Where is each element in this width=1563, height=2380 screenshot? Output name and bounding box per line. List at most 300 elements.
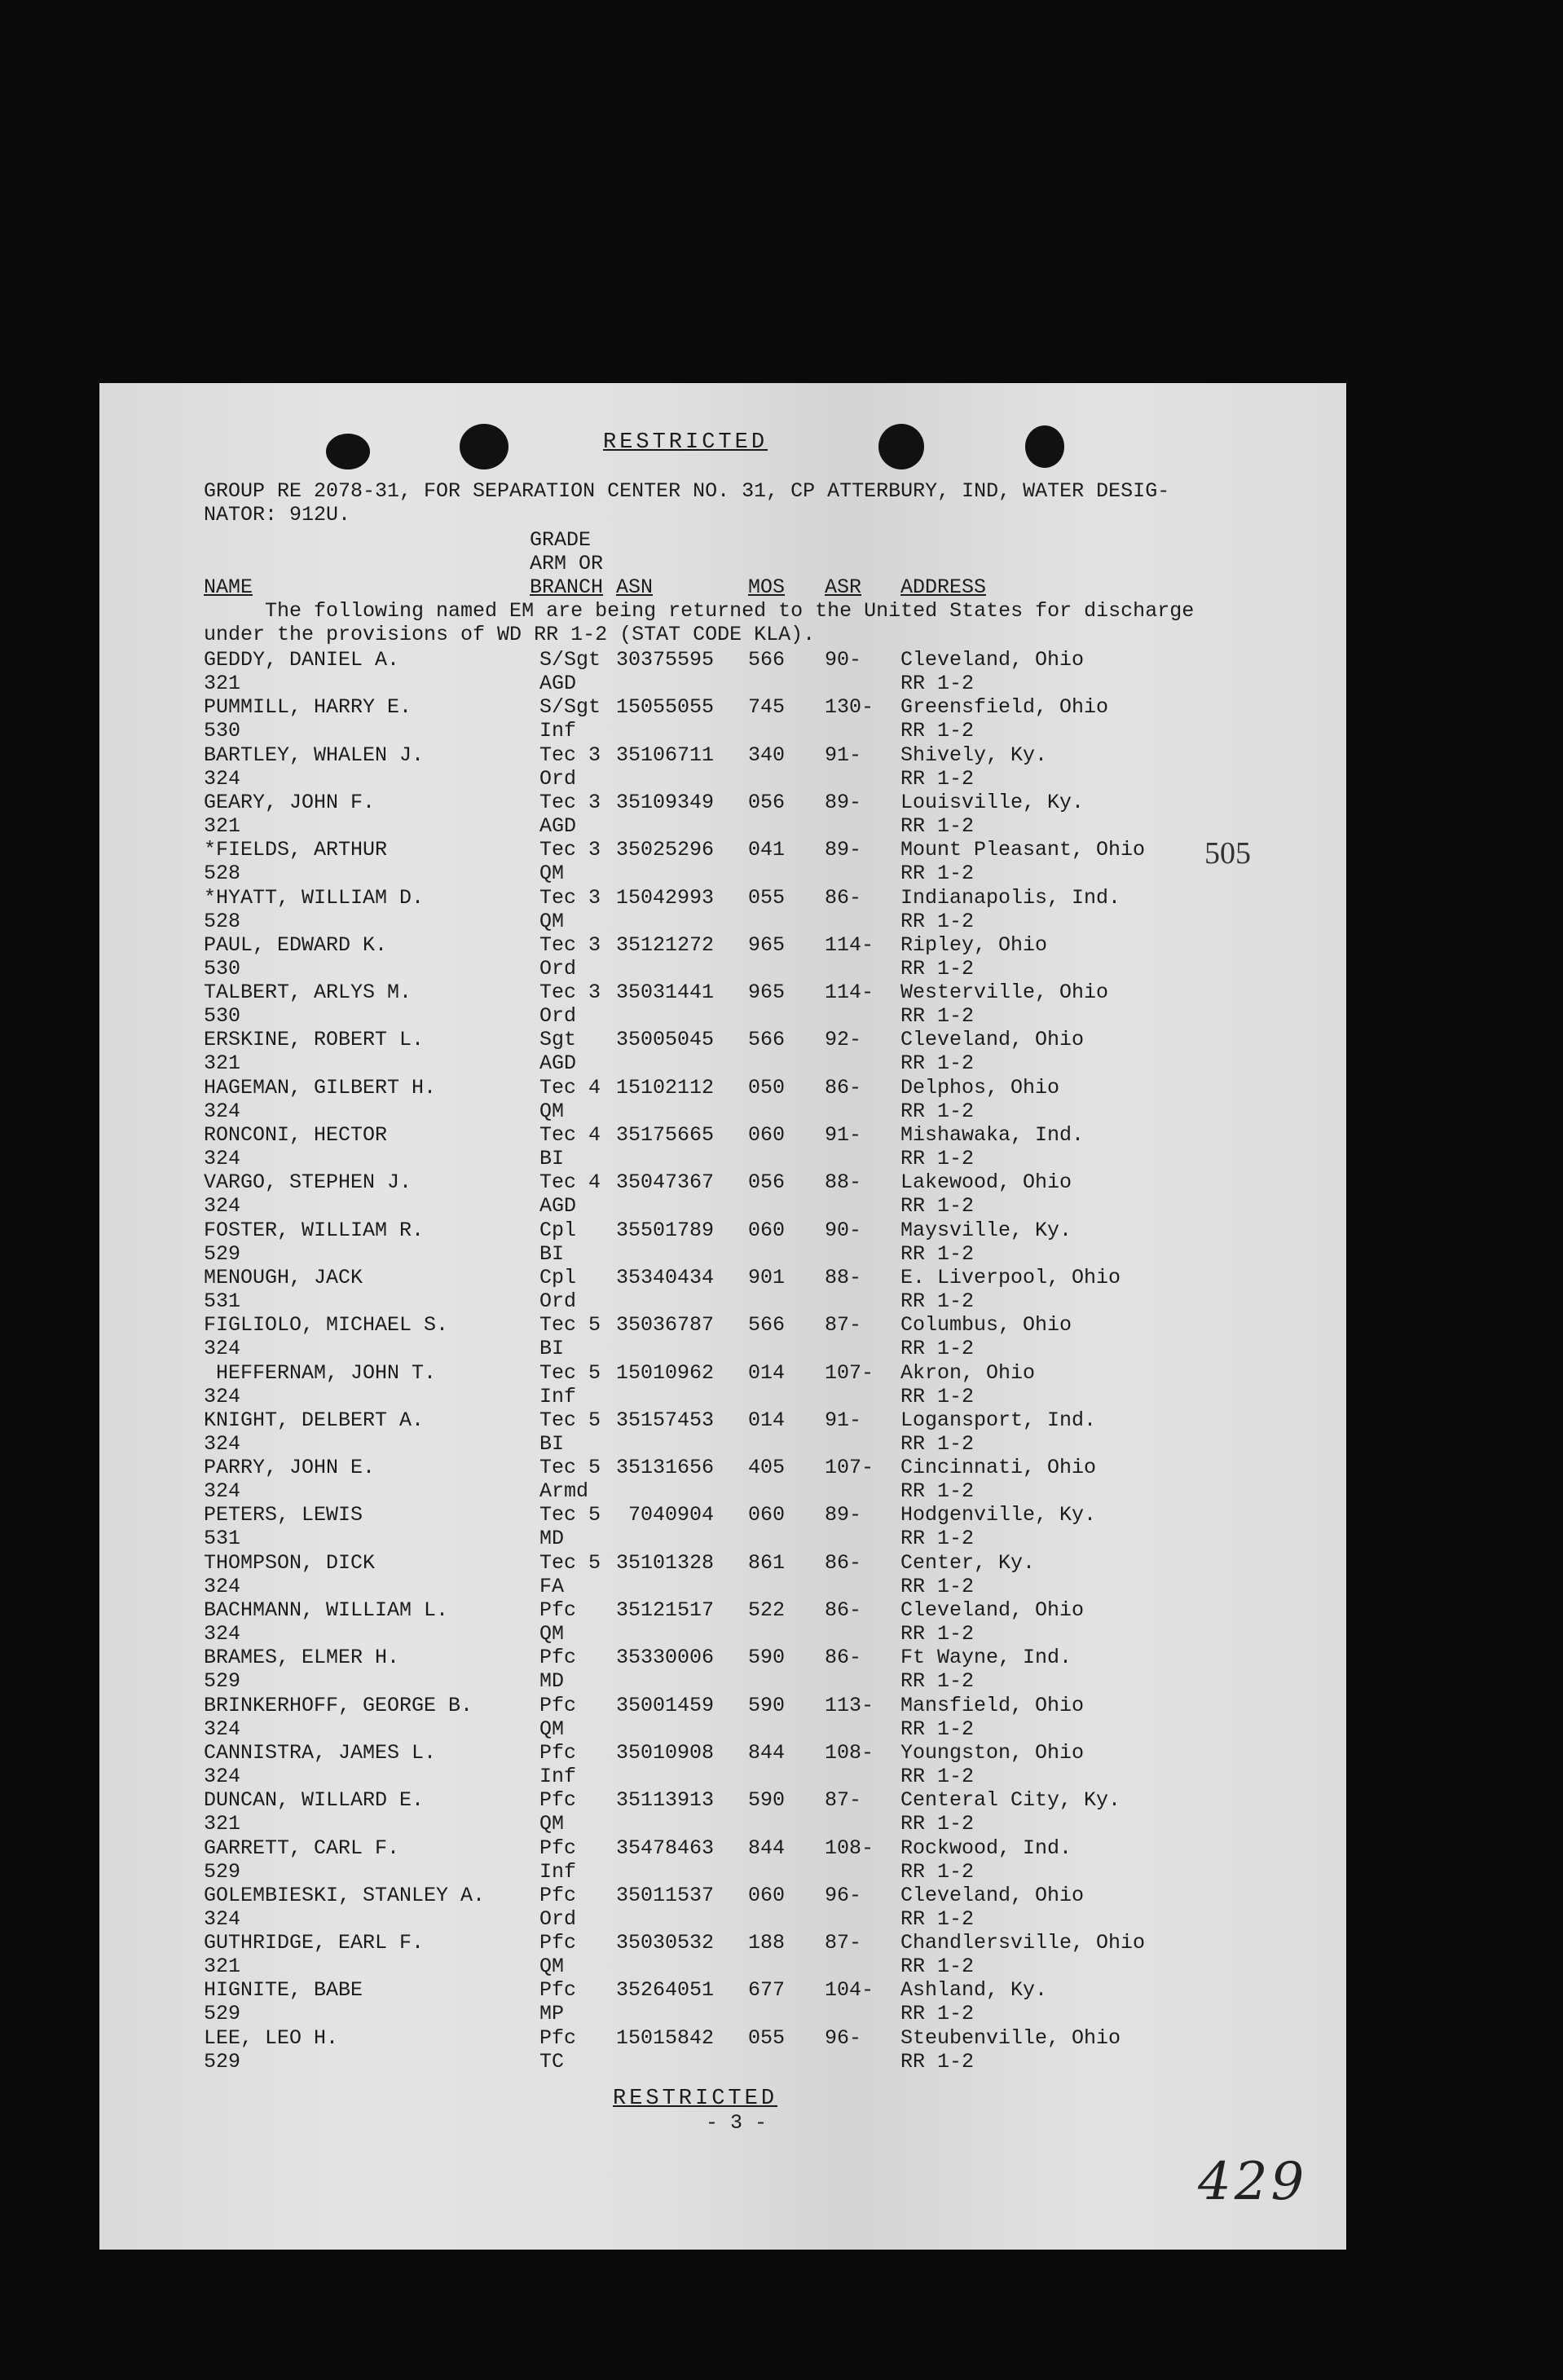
record-rr: RR 1-2 <box>900 1717 975 1741</box>
record-rr: RR 1-2 <box>900 1764 975 1788</box>
record-asr: 91- <box>825 1123 862 1147</box>
record-name: HAGEMAN, GILBERT H. <box>204 1075 437 1100</box>
col-branch-header: BRANCH <box>530 575 604 599</box>
record-mos: 060 <box>748 1503 786 1527</box>
record-code: 321 <box>204 1955 241 1979</box>
record-branch: MP <box>539 2002 565 2026</box>
record-asn: 35340434 <box>616 1265 715 1289</box>
record-asn: 35101328 <box>616 1550 715 1575</box>
table-row <box>0 2026 1563 2074</box>
record-mos: 522 <box>748 1598 786 1622</box>
table-row <box>0 1313 1563 1360</box>
table-row <box>0 1028 1563 1075</box>
record-code: 321 <box>204 672 241 695</box>
record-branch: QM <box>539 1717 565 1741</box>
record-code: 324 <box>204 1906 241 1931</box>
record-code: 324 <box>204 1099 241 1123</box>
record-code: 530 <box>204 1004 241 1029</box>
record-asr: 88- <box>825 1265 862 1289</box>
record-asr: 107- <box>825 1360 874 1385</box>
record-rr: RR 1-2 <box>900 1955 975 1979</box>
record-name: GARRETT, CARL F. <box>204 1836 400 1860</box>
record-code: 529 <box>204 2002 241 2026</box>
table-row <box>0 1456 1563 1503</box>
record-asn: 15010962 <box>616 1360 715 1385</box>
record-asr: 88- <box>825 1170 862 1195</box>
handwritten-number: 429 <box>1198 2152 1308 2212</box>
record-asr: 114- <box>825 981 874 1005</box>
col-asr-header: ASR <box>825 575 862 599</box>
record-name: GEDDY, DANIEL A. <box>204 648 400 672</box>
record-name: CANNISTRA, JAMES L. <box>204 1740 437 1765</box>
record-asr: 104- <box>825 1978 874 2003</box>
table-row <box>0 1788 1563 1836</box>
record-name: FIGLIOLO, MICHAEL S. <box>204 1313 449 1338</box>
record-name: *HYATT, WILLIAM D. <box>204 885 425 910</box>
record-mos: 014 <box>748 1360 786 1385</box>
table-row <box>0 1408 1563 1456</box>
record-branch: MD <box>539 1669 565 1694</box>
record-rr: RR 1-2 <box>900 1812 975 1836</box>
record-rr: RR 1-2 <box>900 1241 975 1266</box>
record-asn: 35010908 <box>616 1740 715 1765</box>
record-rr: RR 1-2 <box>900 1669 975 1694</box>
record-asr: 96- <box>825 1883 862 1907</box>
record-address: Delphos, Ohio <box>900 1075 1060 1100</box>
punch-hole <box>326 434 370 469</box>
record-code: 528 <box>204 862 241 886</box>
record-mos: 340 <box>748 743 786 767</box>
record-branch: BI <box>539 1241 565 1266</box>
table-row <box>0 838 1563 885</box>
record-asr: 86- <box>825 1598 862 1622</box>
record-grade: Pfc <box>539 2025 577 2050</box>
record-rr: RR 1-2 <box>900 672 975 695</box>
record-name: TALBERT, ARLYS M. <box>204 981 412 1005</box>
record-code: 321 <box>204 1051 241 1076</box>
record-name: BARTLEY, WHALEN J. <box>204 743 425 767</box>
record-address: Mount Pleasant, Ohio <box>900 838 1146 862</box>
record-grade: Pfc <box>539 1931 577 1955</box>
record-asr: 87- <box>825 1788 862 1813</box>
record-grade: Pfc <box>539 1978 577 2003</box>
record-asr: 91- <box>825 1408 862 1432</box>
record-branch: BI <box>539 1431 565 1456</box>
record-rr: RR 1-2 <box>900 1051 975 1076</box>
record-asr: 86- <box>825 885 862 910</box>
record-mos: 041 <box>748 838 786 862</box>
record-asn: 35005045 <box>616 1028 715 1052</box>
record-grade: Pfc <box>539 1740 577 1765</box>
table-row <box>0 1598 1563 1646</box>
record-address: Hodgenville, Ky. <box>900 1503 1097 1527</box>
record-branch: QM <box>539 909 565 933</box>
record-code: 529 <box>204 1669 241 1694</box>
record-code: 531 <box>204 1527 241 1551</box>
table-row <box>0 1646 1563 1693</box>
record-asn: 30375595 <box>616 648 715 672</box>
record-asr: 86- <box>825 1550 862 1575</box>
record-name: KNIGHT, DELBERT A. <box>204 1408 425 1432</box>
record-rr: RR 1-2 <box>900 956 975 981</box>
record-branch: AGD <box>539 1051 577 1076</box>
record-asn: 35501789 <box>616 1218 715 1242</box>
record-code: 324 <box>204 1147 241 1170</box>
record-address: Louisville, Ky. <box>900 790 1085 814</box>
record-name: *FIELDS, ARTHUR <box>204 838 388 862</box>
record-grade: Sgt <box>539 1028 577 1052</box>
record-asr: 87- <box>825 1931 862 1955</box>
record-address: Cleveland, Ohio <box>900 1028 1085 1052</box>
record-branch: AGD <box>539 1194 577 1219</box>
record-rr: RR 1-2 <box>900 2002 975 2026</box>
record-address: Rockwood, Ind. <box>900 1836 1072 1860</box>
table-row <box>0 1170 1563 1218</box>
record-asn: 15015842 <box>616 2025 715 2050</box>
page-number: - 3 - <box>706 2111 768 2135</box>
table-row <box>0 695 1563 743</box>
record-name: GEARY, JOHN F. <box>204 790 376 814</box>
record-address: Chandlersville, Ohio <box>900 1931 1146 1955</box>
record-asr: 90- <box>825 648 862 672</box>
record-rr: RR 1-2 <box>900 862 975 886</box>
record-code: 324 <box>204 1622 241 1646</box>
record-code: 324 <box>204 1574 241 1598</box>
col-name-header: NAME <box>204 575 253 599</box>
record-asr: 108- <box>825 1740 874 1765</box>
table-row <box>0 933 1563 981</box>
record-branch: Inf <box>539 1764 577 1788</box>
record-branch: Ord <box>539 1289 577 1313</box>
record-code: 324 <box>204 1764 241 1788</box>
record-grade: Tec 4 <box>539 1170 601 1195</box>
record-rr: RR 1-2 <box>900 1147 975 1170</box>
table-row <box>0 1931 1563 1978</box>
record-branch: AGD <box>539 813 577 838</box>
record-name: HEFFERNAM, JOHN T. <box>204 1360 437 1385</box>
record-address: Columbus, Ohio <box>900 1313 1072 1338</box>
record-mos: 965 <box>748 932 786 957</box>
record-asr: 89- <box>825 790 862 814</box>
record-rr: RR 1-2 <box>900 1337 975 1361</box>
record-branch: Ord <box>539 1906 577 1931</box>
record-rr: RR 1-2 <box>900 1004 975 1029</box>
record-code: 324 <box>204 1431 241 1456</box>
record-address: Indianapolis, Ind. <box>900 885 1121 910</box>
record-grade: Tec 5 <box>539 1550 601 1575</box>
record-rr: RR 1-2 <box>900 766 975 791</box>
record-asn: 35011537 <box>616 1883 715 1907</box>
record-address: Akron, Ohio <box>900 1360 1036 1385</box>
record-grade: Tec 5 <box>539 1313 601 1338</box>
record-grade: Pfc <box>539 1646 577 1670</box>
record-asn: 35121272 <box>616 932 715 957</box>
record-code: 529 <box>204 2049 241 2074</box>
record-grade: S/Sgt <box>539 695 601 720</box>
record-branch: QM <box>539 862 565 886</box>
record-address: Center, Ky. <box>900 1550 1036 1575</box>
record-grade: Pfc <box>539 1883 577 1907</box>
record-grade: Tec 3 <box>539 790 601 814</box>
record-name: THOMPSON, DICK <box>204 1550 376 1575</box>
record-asn: 15055055 <box>616 695 715 720</box>
record-mos: 566 <box>748 1313 786 1338</box>
record-mos: 055 <box>748 885 786 910</box>
table-row <box>0 1551 1563 1598</box>
record-rr: RR 1-2 <box>900 1906 975 1931</box>
record-grade: Tec 5 <box>539 1503 601 1527</box>
record-mos: 056 <box>748 790 786 814</box>
record-asn: 35025296 <box>616 838 715 862</box>
record-address: Westerville, Ohio <box>900 981 1109 1005</box>
record-code: 324 <box>204 1194 241 1219</box>
record-rr: RR 1-2 <box>900 1099 975 1123</box>
record-asn: 35030532 <box>616 1931 715 1955</box>
punch-hole <box>878 424 924 469</box>
record-mos: 844 <box>748 1836 786 1860</box>
record-asn: 7040904 <box>616 1503 715 1527</box>
record-grade: Tec 4 <box>539 1123 601 1147</box>
record-branch: QM <box>539 1622 565 1646</box>
record-code: 528 <box>204 909 241 933</box>
record-branch: QM <box>539 1099 565 1123</box>
group-line-2: NATOR: 912U. <box>204 503 351 527</box>
record-address: Lakewood, Ohio <box>900 1170 1072 1195</box>
record-asr: 86- <box>825 1646 862 1670</box>
record-name: BRINKERHOFF, GEORGE B. <box>204 1693 473 1717</box>
table-row <box>0 1219 1563 1266</box>
record-address: Mishawaka, Ind. <box>900 1123 1085 1147</box>
record-asn: 35157453 <box>616 1408 715 1432</box>
record-asn: 35047367 <box>616 1170 715 1195</box>
record-rr: RR 1-2 <box>900 719 975 743</box>
record-address: Ft Wayne, Ind. <box>900 1646 1072 1670</box>
record-grade: Tec 5 <box>539 1456 601 1480</box>
table-row <box>0 1076 1563 1123</box>
punch-hole <box>1025 425 1064 468</box>
record-rr: RR 1-2 <box>900 1289 975 1313</box>
table-row <box>0 1361 1563 1408</box>
record-asn: 35109349 <box>616 790 715 814</box>
record-name: BRAMES, ELMER H. <box>204 1646 400 1670</box>
record-grade: Cpl <box>539 1218 577 1242</box>
record-asr: 89- <box>825 1503 862 1527</box>
record-grade: S/Sgt <box>539 648 601 672</box>
classification-header: RESTRICTED <box>603 430 768 455</box>
record-branch: BI <box>539 1337 565 1361</box>
record-name: VARGO, STEPHEN J. <box>204 1170 412 1195</box>
record-grade: Tec 3 <box>539 932 601 957</box>
table-row <box>0 1884 1563 1931</box>
record-asn: 35131656 <box>616 1456 715 1480</box>
intro-line-1: The following named EM are being returned to the United States for discharge <box>204 599 1195 623</box>
record-code: 324 <box>204 1479 241 1504</box>
record-mos: 965 <box>748 981 786 1005</box>
record-branch: QM <box>539 1955 565 1979</box>
record-rr: RR 1-2 <box>900 909 975 933</box>
record-mos: 590 <box>748 1646 786 1670</box>
group-line-1: GROUP RE 2078-31, FOR SEPARATION CENTER NO. 31, CP ATTERBURY, IND, WATER DESIG- <box>204 479 1170 503</box>
record-name: FOSTER, WILLIAM R. <box>204 1218 425 1242</box>
record-rr: RR 1-2 <box>900 1431 975 1456</box>
record-address: Ashland, Ky. <box>900 1978 1048 2003</box>
record-name: RONCONI, HECTOR <box>204 1123 388 1147</box>
table-row <box>0 791 1563 838</box>
record-mos: 060 <box>748 1123 786 1147</box>
record-asn: 35478463 <box>616 1836 715 1860</box>
record-name: ERSKINE, ROBERT L. <box>204 1028 425 1052</box>
table-row <box>0 886 1563 933</box>
margin-number: 505 <box>1204 836 1251 870</box>
col-asn-header: ASN <box>616 575 654 599</box>
record-name: PETERS, LEWIS <box>204 1503 363 1527</box>
record-name: PAUL, EDWARD K. <box>204 932 388 957</box>
record-asr: 114- <box>825 932 874 957</box>
record-mos: 677 <box>748 1978 786 2003</box>
record-branch: Armd <box>539 1479 589 1504</box>
record-code: 321 <box>204 1812 241 1836</box>
record-name: DUNCAN, WILLARD E. <box>204 1788 425 1813</box>
record-name: PUMMILL, HARRY E. <box>204 695 412 720</box>
record-asr: 113- <box>825 1693 874 1717</box>
record-name: LEE, LEO H. <box>204 2025 339 2050</box>
record-rr: RR 1-2 <box>900 1384 975 1408</box>
table-row <box>0 981 1563 1028</box>
intro-line-2: under the provisions of WD RR 1-2 (STAT CODE KLA). <box>204 623 816 646</box>
record-asr: 108- <box>825 1836 874 1860</box>
record-asn: 35330006 <box>616 1646 715 1670</box>
record-mos: 405 <box>748 1456 786 1480</box>
record-code: 324 <box>204 766 241 791</box>
record-grade: Pfc <box>539 1598 577 1622</box>
record-code: 529 <box>204 1241 241 1266</box>
record-rr: RR 1-2 <box>900 1622 975 1646</box>
record-grade: Pfc <box>539 1788 577 1813</box>
record-mos: 590 <box>748 1788 786 1813</box>
record-mos: 060 <box>748 1883 786 1907</box>
record-asr: 86- <box>825 1075 862 1100</box>
record-name: GUTHRIDGE, EARL F. <box>204 1931 425 1955</box>
record-branch: Inf <box>539 719 577 743</box>
table-row <box>0 1836 1563 1884</box>
record-branch: MD <box>539 1527 565 1551</box>
record-asr: 107- <box>825 1456 874 1480</box>
record-address: Maysville, Ky. <box>900 1218 1072 1242</box>
record-rr: RR 1-2 <box>900 1574 975 1598</box>
record-mos: 861 <box>748 1550 786 1575</box>
record-mos: 566 <box>748 648 786 672</box>
record-address: Shively, Ky. <box>900 743 1048 767</box>
record-branch: TC <box>539 2049 565 2074</box>
record-rr: RR 1-2 <box>900 813 975 838</box>
classification-footer: RESTRICTED <box>613 2087 778 2111</box>
record-asn: 15102112 <box>616 1075 715 1100</box>
record-asr: 92- <box>825 1028 862 1052</box>
record-grade: Pfc <box>539 1693 577 1717</box>
record-branch: FA <box>539 1574 565 1598</box>
punch-hole <box>460 424 509 469</box>
record-address: Cleveland, Ohio <box>900 1598 1085 1622</box>
record-asn: 35106711 <box>616 743 715 767</box>
record-code: 530 <box>204 719 241 743</box>
record-mos: 590 <box>748 1693 786 1717</box>
record-mos: 901 <box>748 1265 786 1289</box>
record-asr: 87- <box>825 1313 862 1338</box>
record-asn: 35175665 <box>616 1123 715 1147</box>
record-mos: 014 <box>748 1408 786 1432</box>
record-address: Logansport, Ind. <box>900 1408 1097 1432</box>
record-grade: Tec 4 <box>539 1075 601 1100</box>
record-asn: 35121517 <box>616 1598 715 1622</box>
record-name: MENOUGH, JACK <box>204 1265 363 1289</box>
record-branch: QM <box>539 1812 565 1836</box>
record-address: Cleveland, Ohio <box>900 648 1085 672</box>
record-mos: 188 <box>748 1931 786 1955</box>
record-code: 529 <box>204 1859 241 1884</box>
record-name: HIGNITE, BABE <box>204 1978 363 2003</box>
record-asn: 35113913 <box>616 1788 715 1813</box>
record-name: BACHMANN, WILLIAM L. <box>204 1598 449 1622</box>
record-code: 324 <box>204 1384 241 1408</box>
record-grade: Tec 3 <box>539 981 601 1005</box>
record-code: 530 <box>204 956 241 981</box>
table-row <box>0 1741 1563 1788</box>
record-grade: Tec 3 <box>539 743 601 767</box>
table-row <box>0 743 1563 791</box>
record-asn: 35001459 <box>616 1693 715 1717</box>
record-rr: RR 1-2 <box>900 1479 975 1504</box>
record-branch: Ord <box>539 1004 577 1029</box>
col-grade-header-1: GRADE <box>530 528 592 552</box>
record-address: Ripley, Ohio <box>900 932 1048 957</box>
col-address-header: ADDRESS <box>900 575 987 599</box>
record-rr: RR 1-2 <box>900 1859 975 1884</box>
record-code: 324 <box>204 1717 241 1741</box>
record-code: 321 <box>204 813 241 838</box>
record-rr: RR 1-2 <box>900 1527 975 1551</box>
record-address: Greensfield, Ohio <box>900 695 1109 720</box>
record-mos: 056 <box>748 1170 786 1195</box>
record-asr: 89- <box>825 838 862 862</box>
record-grade: Tec 3 <box>539 838 601 862</box>
record-code: 324 <box>204 1337 241 1361</box>
record-mos: 745 <box>748 695 786 720</box>
table-row <box>0 1266 1563 1313</box>
record-branch: Ord <box>539 766 577 791</box>
record-asn: 35031441 <box>616 981 715 1005</box>
table-row <box>0 1694 1563 1741</box>
record-code: 531 <box>204 1289 241 1313</box>
record-branch: AGD <box>539 672 577 695</box>
record-mos: 050 <box>748 1075 786 1100</box>
record-address: Mansfield, Ohio <box>900 1693 1085 1717</box>
record-mos: 844 <box>748 1740 786 1765</box>
record-branch: Inf <box>539 1859 577 1884</box>
record-mos: 566 <box>748 1028 786 1052</box>
record-rr: RR 1-2 <box>900 1194 975 1219</box>
record-address: Centeral City, Ky. <box>900 1788 1121 1813</box>
record-grade: Cpl <box>539 1265 577 1289</box>
record-address: Steubenville, Ohio <box>900 2025 1121 2050</box>
record-branch: Ord <box>539 956 577 981</box>
record-mos: 060 <box>748 1218 786 1242</box>
record-address: Cincinnati, Ohio <box>900 1456 1097 1480</box>
record-grade: Tec 5 <box>539 1408 601 1432</box>
record-asr: 96- <box>825 2025 862 2050</box>
record-name: GOLEMBIESKI, STANLEY A. <box>204 1883 486 1907</box>
record-branch: BI <box>539 1147 565 1170</box>
col-mos-header: MOS <box>748 575 786 599</box>
